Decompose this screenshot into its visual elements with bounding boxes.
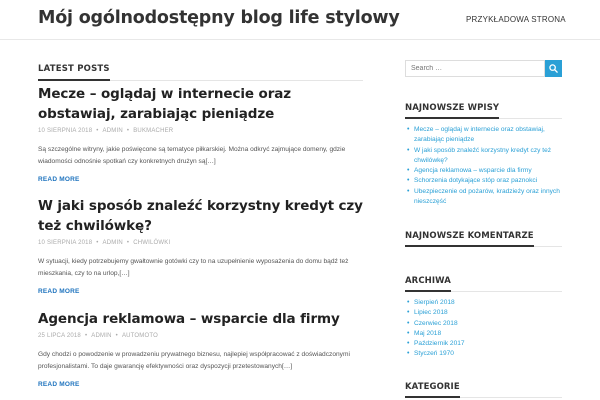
widget-title: ARCHIWA bbox=[405, 276, 451, 292]
search-button[interactable] bbox=[545, 60, 562, 77]
post-title[interactable]: Agencja reklamowa – wsparcie dla firmy bbox=[38, 311, 340, 327]
post-meta bbox=[38, 240, 363, 246]
post-date[interactable]: 10 SIERPNIA 2018 bbox=[38, 240, 93, 246]
meta-separator: • bbox=[84, 333, 88, 339]
recent-post-link[interactable]: • Agencja reklamowa – wsparcie dla firmy bbox=[405, 166, 562, 176]
post-date[interactable]: 25 LIPCA 2018 bbox=[38, 333, 81, 339]
read-more-link[interactable]: READ MORE bbox=[38, 288, 80, 295]
post-category[interactable]: CHWILÓWKI bbox=[133, 240, 171, 246]
archive-link[interactable]: • Styczeń 1970 bbox=[405, 349, 562, 359]
archives-widget bbox=[405, 270, 562, 360]
post-category[interactable]: BUKMACHER bbox=[133, 128, 174, 134]
search-icon bbox=[549, 64, 558, 73]
categories-widget bbox=[405, 376, 562, 398]
post-excerpt: Są szczególne witryny, jakie poświęcone są tematyce piłkarskiej. Można odkryć zajmujące domeny, gdzie wiadomości odnośnie spotkań czy konkretnych drużyn są[…] bbox=[38, 146, 346, 165]
post-item bbox=[38, 196, 363, 295]
archive-link[interactable]: • Sierpień 2018 bbox=[405, 298, 562, 308]
post-title[interactable]: W jaki sposób znaleźć korzystny kredyt czy też chwilówkę? bbox=[38, 198, 363, 234]
recent-post-link[interactable]: • Mecze – oglądaj w internecie oraz obstawiaj, zarabiając pieniądze bbox=[405, 125, 562, 146]
post-meta bbox=[38, 128, 363, 134]
main-content bbox=[38, 58, 363, 388]
post-category[interactable]: AUTOMOTO bbox=[121, 333, 158, 339]
widget-title: NAJNOWSZE WPISY bbox=[405, 103, 499, 119]
meta-separator: • bbox=[115, 333, 118, 339]
post-author[interactable]: ADMIN bbox=[102, 240, 123, 246]
nav-link-sample-page[interactable]: PRZYKŁADOWA STRONA bbox=[466, 15, 566, 24]
widget-title: NAJNOWSZE KOMENTARZE bbox=[405, 231, 534, 247]
post-date[interactable]: 10 SIERPNIA 2018 bbox=[38, 128, 93, 134]
site-title[interactable]: Mój ogólnodostępny blog life stylowy bbox=[38, 8, 400, 28]
site-header bbox=[0, 0, 600, 40]
post-meta bbox=[38, 333, 363, 339]
recent-post-link[interactable]: • W jaki sposób znaleźć korzystny kredyt czy też chwilówkę? bbox=[405, 146, 562, 167]
post-author[interactable]: ADMIN bbox=[91, 333, 112, 339]
meta-separator: • bbox=[96, 240, 99, 246]
recent-post-link[interactable]: • Ubezpieczenie od pożarów, kradzieży oraz innych nieszczęść bbox=[405, 187, 562, 208]
meta-separator: • bbox=[126, 128, 130, 134]
archive-link[interactable]: • Maj 2018 bbox=[405, 329, 562, 339]
post-title[interactable]: Mecze – oglądaj w internecie oraz obstawiaj, zarabiając pieniądze bbox=[38, 86, 292, 122]
post-item bbox=[38, 84, 363, 183]
post-author[interactable]: ADMIN bbox=[102, 128, 123, 134]
meta-separator: • bbox=[96, 128, 99, 134]
archive-link[interactable]: • Czerwiec 2018 bbox=[405, 319, 562, 329]
read-more-link[interactable]: READ MORE bbox=[38, 381, 80, 388]
recent-post-link[interactable]: • Schorzenia dotykające stóp oraz paznokci bbox=[405, 176, 562, 186]
archive-link[interactable]: • Październik 2017 bbox=[405, 339, 562, 349]
widget-title: KATEGORIE bbox=[405, 382, 460, 398]
post-item bbox=[38, 309, 363, 388]
recent-comments-widget bbox=[405, 225, 562, 247]
search-form bbox=[405, 60, 562, 77]
recent-posts-widget bbox=[405, 97, 562, 207]
post-excerpt: W sytuacji, kiedy potrzebujemy gwałtownie gotówki czy to na uzupełnienie wyposażenia do domu bądź też mieszkania, czy to na urlop,[…] bbox=[38, 258, 349, 277]
sidebar bbox=[405, 60, 562, 392]
archive-link[interactable]: • Lipiec 2018 bbox=[405, 308, 562, 318]
read-more-link[interactable]: READ MORE bbox=[38, 176, 80, 183]
meta-separator: • bbox=[126, 240, 130, 246]
search-input[interactable] bbox=[405, 60, 545, 77]
post-excerpt: Gdy chodzi o powodzenie w prowadzeniu prywatnego biznesu, najlepiej współpracować z doświadczonymi profesjonalistami. To daje gwarancję efektywności oraz dyspozycji przetestowanych[…] bbox=[38, 351, 350, 370]
latest-posts-heading: LATEST POSTS bbox=[38, 64, 110, 81]
